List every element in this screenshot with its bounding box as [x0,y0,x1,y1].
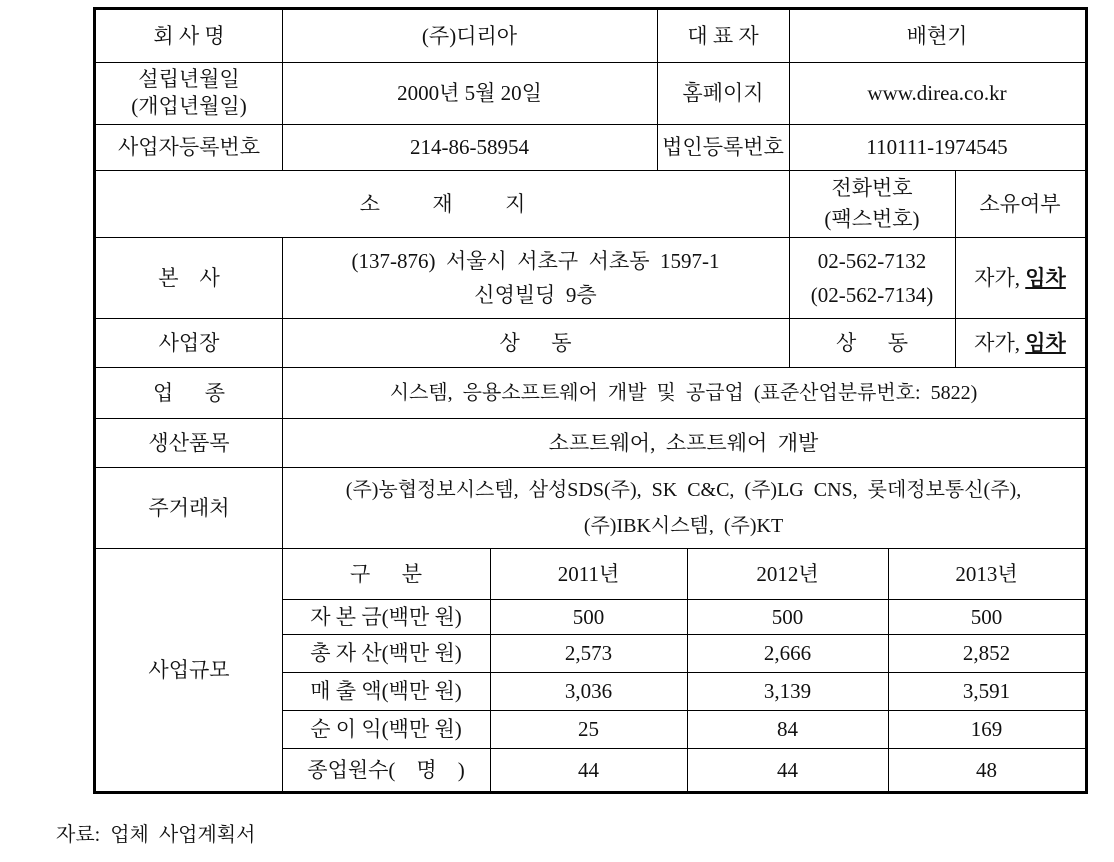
capital-label: 자 본 금(백만 원) [310,604,462,629]
hq-ownership-selected: 임차 [1025,265,1066,290]
site-ownership-prefix: 자가, [974,330,1026,355]
clients-value-line2: (주)IBK시스템, (주)KT [583,514,784,537]
clients-value-line1: (주)농협정보시스템, 삼성SDS(주), SK C&C, (주)LG CNS, 롯데정보통신(주), [345,478,1022,501]
homepage-label: 홈페이지 [682,81,764,105]
capital-2012: 500 [771,604,804,629]
phone-header-line1: 전화번호 [831,175,913,200]
scale-label: 사업규모 [148,657,230,682]
employees-label: 종업원수( 명 ) [307,757,465,782]
ceo-value: 배현기 [906,24,968,48]
year-2011: 2011년 [557,561,620,586]
hq-label: 본 사 [158,265,220,290]
year-2012: 2012년 [756,561,819,586]
assets-label: 총 자 산(백만 원) [310,641,462,665]
assets-2011: 2,573 [564,641,613,665]
industry-value: 시스템, 응용소프트웨어 개발 및 공급업 (표준산업분류번호: 5822) [389,381,978,404]
company-info-table [93,7,1088,794]
hq-address-line2: 신영빌딩 9층 [474,282,597,307]
company-name-label: 회 사 명 [153,24,225,48]
assets-2012: 2,666 [763,641,812,665]
bizreg-label: 사업자등록번호 [117,135,260,159]
products-value: 소프트웨어, 소프트웨어 개발 [548,430,819,455]
clients-value [282,467,1085,548]
revenue-2013: 3,591 [962,679,1011,703]
corpreg-label: 법인등록번호 [662,135,784,159]
capital-2013: 500 [970,604,1003,629]
net-income-2012: 84 [777,717,798,741]
employees-2011: 44 [578,757,599,782]
ownership-header: 소유여부 [979,191,1061,216]
phone-header-line2: (팩스번호) [824,206,920,231]
hq-address-line1: (137-876) 서울시 서초구 서초동 1597-1 [351,248,720,273]
site-address: 상 동 [499,330,572,355]
assets-2013: 2,852 [962,641,1011,665]
hq-phone [789,237,955,318]
phone-header [789,170,955,237]
source-caption: 자료: 업체 사업계획서 [56,824,256,846]
hq-ownership-prefix: 자가, [974,265,1026,290]
bizreg-value: 214-86-58954 [410,135,529,159]
revenue-label: 매 출 액(백만 원) [310,679,462,703]
employees-2012: 44 [777,757,798,782]
clients-label: 주거래처 [148,495,230,520]
employees-2013: 48 [976,757,997,782]
year-2013: 2013년 [955,561,1018,586]
hq-phone-number: 02-562-7132 [817,248,927,273]
hq-address [282,237,789,318]
corpreg-value: 110111-1974545 [866,135,1008,159]
founded-label [96,62,282,124]
site-phone: 상 동 [835,330,909,355]
hq-fax-number: (02-562-7134) [810,282,934,307]
industry-label: 업 종 [152,380,226,405]
capital-2011: 500 [572,604,605,629]
net-income-2013: 169 [970,717,1003,741]
hq-ownership [955,237,1085,318]
founded-label-line1: 설립년월일 [138,67,240,91]
site-ownership [955,318,1085,367]
revenue-2011: 3,036 [564,679,613,703]
company-name-value: (주)디리아 [421,24,518,48]
net-income-2011: 25 [578,717,599,741]
homepage-value: www.direa.co.kr [867,81,1007,105]
founded-value: 2000년 5월 20일 [397,81,542,105]
net-income-label: 순 이 익(백만 원) [310,717,462,741]
site-label: 사업장 [158,330,220,355]
ceo-label: 대 표 자 [687,24,759,48]
founded-label-line2: (개업년월일) [131,94,247,118]
products-label: 생산품목 [148,430,230,455]
scale-header: 구 분 [349,561,423,586]
revenue-2012: 3,139 [763,679,812,703]
site-ownership-selected: 임차 [1025,330,1066,355]
location-header: 소 재 지 [359,191,526,216]
